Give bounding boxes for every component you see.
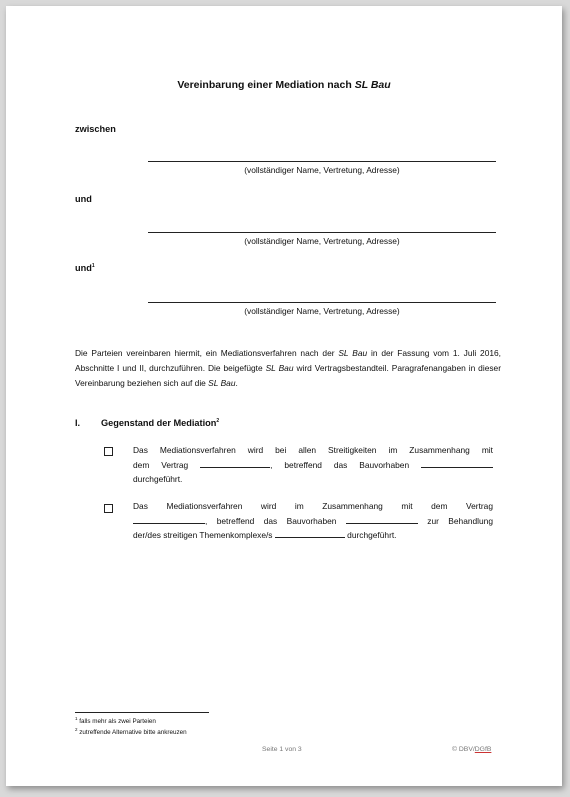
document-page	[6, 6, 562, 786]
option-1-text	[133, 443, 493, 487]
contract-blank[interactable]	[200, 458, 270, 468]
contract-blank[interactable]	[133, 514, 205, 524]
option-2-checkbox[interactable]	[104, 504, 113, 513]
section-title: Gegenstand der Mediation$^2$	[101, 418, 220, 429]
document-title: Vereinbarung einer Mediation nach SL Bau	[177, 79, 391, 91]
footnote-ref-1: 1	[91, 263, 95, 269]
footnote-1: $^1$ falls mehr als zwei Parteien	[75, 716, 156, 726]
project-blank[interactable]	[346, 514, 418, 524]
party-label-1: zwischen	[75, 124, 116, 134]
option-1-line-3: durchgeführt.	[133, 474, 183, 484]
option-1-line-2: dem Vertrag , betreffend das Bauvorhaben	[133, 458, 493, 473]
option-2-line-2: , betreffend das Bauvorhaben zur Behandlung	[133, 514, 493, 529]
party-label-2: und	[75, 194, 92, 204]
signature-line-1	[148, 161, 496, 162]
topic-blank[interactable]	[275, 528, 345, 538]
footnote-ref-2: 2	[216, 418, 220, 424]
signature-line-2	[148, 232, 496, 233]
footnote-separator	[75, 712, 209, 713]
option-2-text	[133, 499, 493, 543]
option-1-line-1: Das Mediationsverfahren wird bei allen Streitigkeiten im Zusammenhang mit	[133, 445, 493, 455]
party-caption-1: (vollständiger Name, Vertretung, Adresse)	[244, 165, 400, 175]
option-2-line-1: Das Mediationsverfahren wird im Zusammenhang mit dem Vertrag	[133, 501, 493, 511]
option-1-checkbox[interactable]	[104, 447, 113, 456]
section-number: I.	[75, 418, 81, 428]
party-caption-3: (vollständiger Name, Vertretung, Adresse)	[244, 306, 400, 316]
copyright-notice: © DBV/DGfB	[452, 746, 492, 753]
project-blank[interactable]	[421, 458, 493, 468]
signature-line-3	[148, 302, 496, 303]
footnote-2: $^2$ zutreffende Alternative bitte ankreuzen	[75, 727, 187, 737]
option-2-line-3: der/des streitigen Themenkomplexe/s durchgeführt.	[133, 530, 397, 540]
party-label-3: und$^1$	[75, 263, 95, 274]
party-caption-2: (vollständiger Name, Vertretung, Adresse)	[244, 236, 400, 246]
page-number: Seite 1 von 3	[262, 746, 302, 753]
intro-paragraph: Die Parteien vereinbaren hiermit, ein Mediationsverfahren nach der SL Bau in der Fassung vom 1. Juli 2016, Abschnitte I und II, durchzuführen. Die beigefügte SL Bau wird Vertragsbestandteil. Paragrafenangaben in dieser Vereinbarung beziehen sich auf die SL Bau.	[75, 348, 501, 388]
